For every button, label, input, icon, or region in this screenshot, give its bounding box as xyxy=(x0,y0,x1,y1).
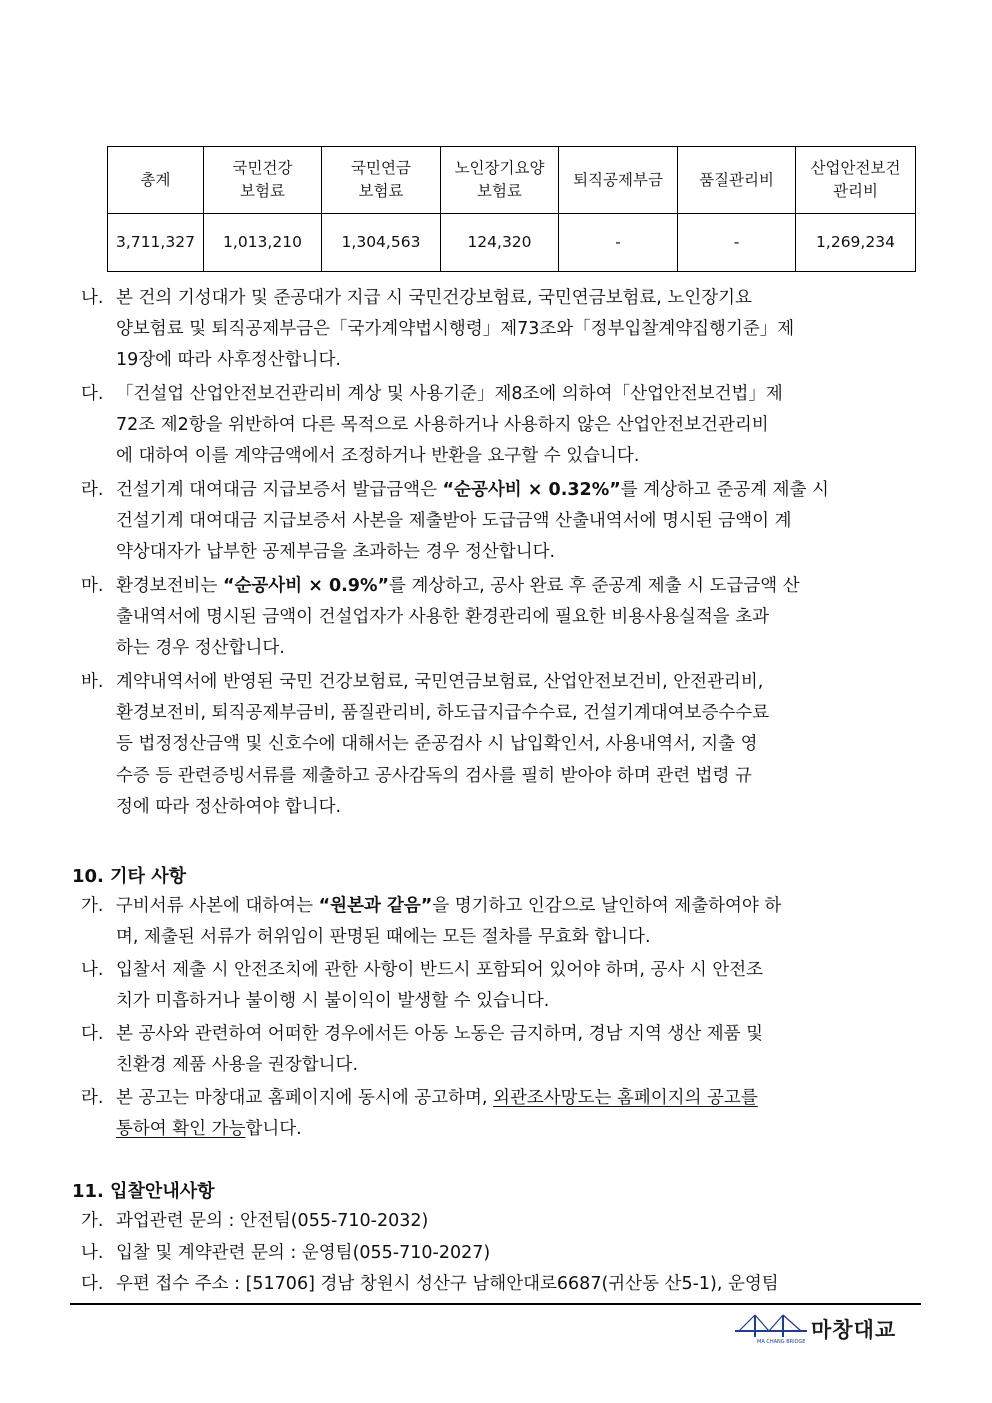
bridge-logo-icon xyxy=(733,1311,809,1345)
fee-table xyxy=(107,146,916,272)
item-line: 통하여 확인 가능합니다. xyxy=(116,1119,302,1140)
item-line: 본 공사와 관련하여 어떠한 경우에서든 아동 노동은 금지하며, 경남 지역 생산 제품 및 xyxy=(116,1024,764,1044)
item-line: 약상대자가 납부한 공제부금을 초과하는 경우 정산합니다. xyxy=(116,542,556,563)
item-line: 정에 따라 정산하여야 합니다. xyxy=(116,796,342,817)
fee-value-total: 3,711,327 xyxy=(108,214,204,272)
item-marker: 다. xyxy=(81,1024,104,1044)
item-line: 건설기계 대여대금 지급보증서 발급금액은 “순공사비 × 0.32%”를 계상하고 준공계 제출 시 xyxy=(116,480,829,500)
section-10-title: 10. 기타 사항 xyxy=(72,866,186,887)
item-line: 에 대하여 이를 계약금액에서 조정하거나 반환을 요구할 수 있습니다. xyxy=(116,446,640,467)
item-line: 입찰 및 계약관련 문의 : 운영팀(055-710-2027) xyxy=(116,1243,491,1263)
item-marker: 다. xyxy=(81,1274,104,1294)
item-line: 우편 접수 주소 : [51706] 경남 창원시 성산구 남해안대로6687(귀산동 산5-1), 운영팀 xyxy=(116,1274,779,1294)
item-line: 환경보전비, 퇴직공제부금비, 품질관리비, 하도급지급수수료, 건설기계대여보증수수료 xyxy=(116,703,770,724)
item-line: 입찰서 제출 시 안전조치에 관한 사항이 반드시 포함되어 있어야 하며, 공사 시 안전조 xyxy=(116,960,764,980)
item-marker: 나. xyxy=(81,960,104,980)
item-marker: 가. xyxy=(81,1211,104,1231)
item-line: 출내역서에 명시된 금액이 건설업자가 사용한 환경관리에 필요한 비용사용실적을 초과 xyxy=(116,607,770,628)
item-line: 「건설업 산업안전보건관리비 계상 및 사용기준」제8조에 의하여「산업안전보건법」제 xyxy=(116,384,783,404)
fee-header-quality: 품질관리비 xyxy=(678,147,796,214)
list-item-ga xyxy=(81,891,921,953)
fee-value-safety: 1,269,234 xyxy=(796,214,916,272)
fee-value-pension: 1,304,563 xyxy=(322,214,441,272)
machang-bridge-logo xyxy=(733,1311,923,1347)
svg-text:MA CHANG BRIDGE: MA CHANG BRIDGE xyxy=(757,1339,806,1345)
item-line: 양보험료 및 퇴직공제부금은「국가계약법시행령」제73조와「정부입찰계약집행기준」제 xyxy=(116,319,795,340)
list-item-ma xyxy=(81,571,921,665)
list-item-na xyxy=(81,955,921,1017)
fee-header-safety: 산업안전보건 관리비 xyxy=(796,147,916,214)
fee-value-longterm-care: 124,320 xyxy=(441,214,559,272)
item-line: 본 건의 기성대가 및 준공대가 지급 시 국민건강보험료, 국민연금보험료, 노인장기요 xyxy=(116,288,752,308)
item-line: 본 공고는 마창대교 홈페이지에 동시에 공고하며, 외관조사망도는 홈페이지의 공고를 xyxy=(116,1088,758,1108)
fee-table-header-row xyxy=(108,147,916,214)
item-marker: 라. xyxy=(81,1088,104,1108)
logo-text: 마창대교 xyxy=(811,1318,897,1342)
item-marker: 마. xyxy=(81,576,104,596)
list-item-ba xyxy=(81,667,921,823)
underlined-link-text: 통하여 확인 가능 xyxy=(116,1119,246,1140)
underlined-link-text: 외관조사망도는 홈페이지의 공고를 xyxy=(493,1088,758,1108)
item-line: 과업관련 문의 : 안전팀(055-710-2032) xyxy=(116,1211,429,1231)
fee-header-longterm-care: 노인장기요양 보험료 xyxy=(441,147,559,214)
list-item-na xyxy=(81,283,921,377)
item-line: 등 법정정산금액 및 신호수에 대해서는 준공검사 시 납입확인서, 사용내역서, 지출 영 xyxy=(116,734,758,755)
fee-value-quality: - xyxy=(678,214,796,272)
fee-header-retirement: 퇴직공제부금 xyxy=(559,147,678,214)
fee-value-retirement: - xyxy=(559,214,678,272)
list-item-ra xyxy=(81,1083,921,1145)
footer-divider xyxy=(70,1303,921,1305)
item-line: 계약내역서에 반영된 국민 건강보험료, 국민연금보험료, 산업안전보건비, 안전관리비, xyxy=(116,672,764,692)
bold-rate: “순공사비 × 0.9%” xyxy=(223,576,390,596)
item-line: 치가 미흡하거나 불이행 시 불이익이 발생할 수 있습니다. xyxy=(116,991,550,1012)
bold-phrase: “원본과 같음” xyxy=(318,896,433,916)
item-line: 하는 경우 정산합니다. xyxy=(116,638,285,659)
list-item-da xyxy=(81,379,921,473)
list-item-da xyxy=(81,1269,921,1300)
fee-header-health: 국민건강 보험료 xyxy=(204,147,322,214)
fee-value-health: 1,013,210 xyxy=(204,214,322,272)
list-item-ra xyxy=(81,475,921,569)
item-line: 며, 제출된 서류가 허위임이 판명된 때에는 모든 절차를 무효화 합니다. xyxy=(116,927,651,948)
fee-header-pension: 국민연금 보험료 xyxy=(322,147,441,214)
list-item-da xyxy=(81,1019,921,1081)
item-marker: 라. xyxy=(81,480,104,500)
list-item-ga xyxy=(81,1206,921,1237)
item-marker: 나. xyxy=(81,288,104,308)
item-marker: 바. xyxy=(81,672,104,692)
item-line: 72조 제2항을 위반하여 다른 목적으로 사용하거나 사용하지 않은 산업안전보건관리비 xyxy=(116,415,769,436)
item-marker: 다. xyxy=(81,384,104,404)
list-item-na xyxy=(81,1238,921,1269)
item-line: 구비서류 사본에 대하여는 “원본과 같음”을 명기하고 인감으로 날인하여 제출하여야 하 xyxy=(116,896,782,916)
item-marker: 가. xyxy=(81,896,104,916)
item-marker: 나. xyxy=(81,1243,104,1263)
bold-rate: “순공사비 × 0.32%” xyxy=(442,480,621,500)
item-line: 친환경 제품 사용을 권장합니다. xyxy=(116,1055,359,1076)
section-11-title: 11. 입찰안내사항 xyxy=(72,1181,215,1202)
fee-header-total: 총계 xyxy=(108,147,204,214)
item-line: 19장에 따라 사후정산합니다. xyxy=(116,350,341,371)
item-line: 환경보전비는 “순공사비 × 0.9%”를 계상하고, 공사 완료 후 준공계 제출 시 도급금액 산 xyxy=(116,576,800,596)
item-line: 수증 등 관련증빙서류를 제출하고 공사감독의 검사를 필히 받아야 하며 관련 법령 규 xyxy=(116,765,752,786)
item-line: 건설기계 대여대금 지급보증서 사본을 제출받아 도급금액 산출내역서에 명시된 금액이 계 xyxy=(116,511,792,532)
fee-table-value-row xyxy=(108,214,916,272)
